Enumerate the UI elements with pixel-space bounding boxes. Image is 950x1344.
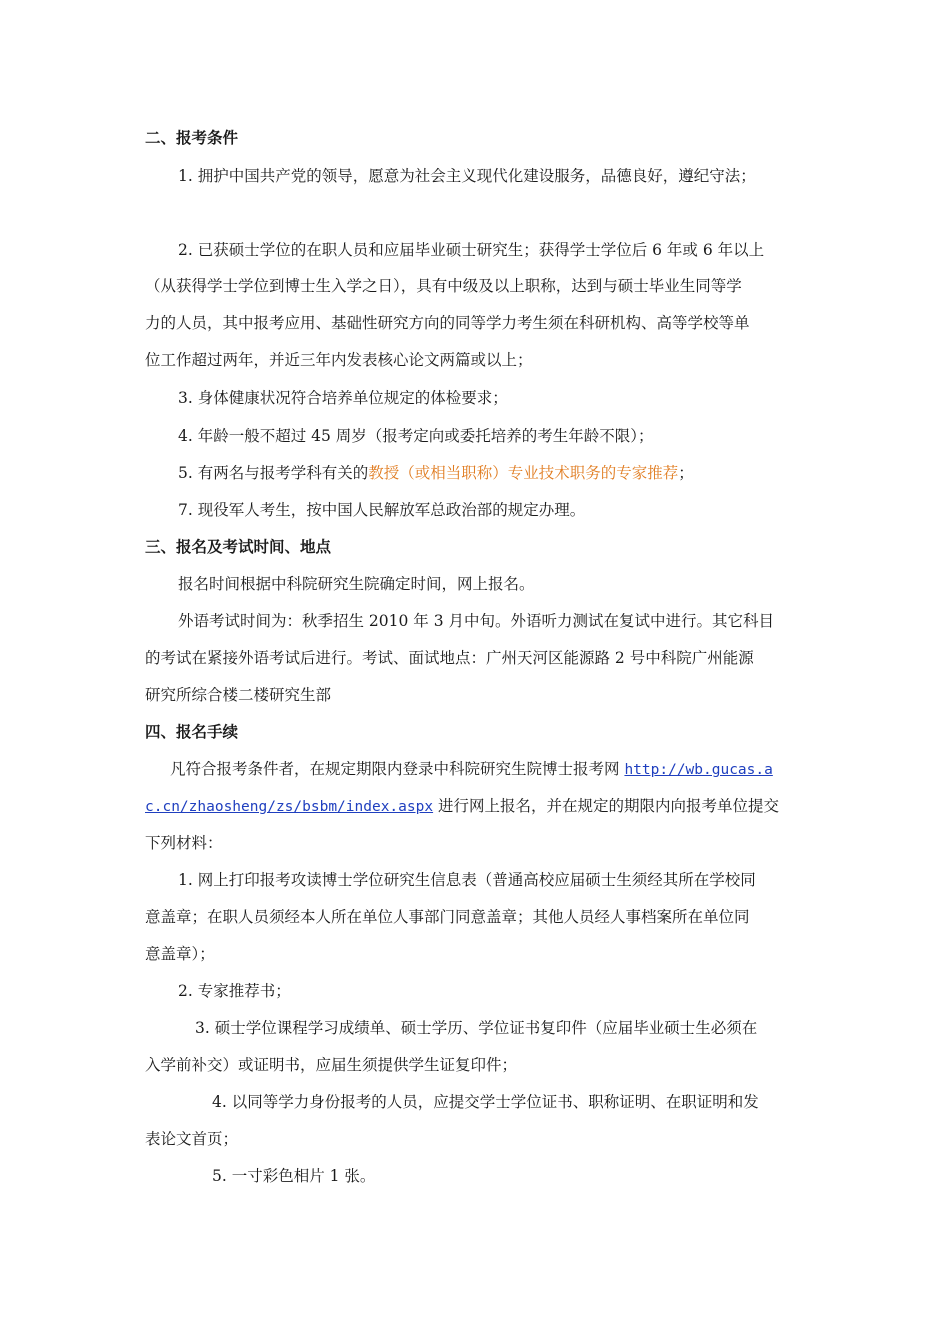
procedures-intro-line-1 <box>170 751 773 788</box>
expert-recommendation-highlight: 教授（或相当职称）专业技术职务的专家推荐 <box>368 464 679 482</box>
material-item-5: 5. 一寸彩色相片 1 张。 <box>212 1167 376 1185</box>
material-item-1-line-1: 1. 网上打印报考攻读博士学位研究生信息表（普通高校应届硕士生须经其所在学校同 <box>178 871 756 889</box>
material-item-1-line-3: 意盖章）； <box>145 945 215 963</box>
material-item-4-line-1: 4. 以同等学力身份报考的人员，应提交学士学位证书、职称证明、在职证明和发 <box>212 1093 759 1111</box>
requirement-item-7: 7. 现役军人考生，按中国人民解放军总政治部的规定办理。 <box>178 501 586 519</box>
material-item-3-line-2: 入学前补交）或证明书，应届生须提供学生证复印件； <box>145 1056 518 1074</box>
requirement-item-1: 1. 拥护中国共产党的领导，愿意为社会主义现代化建设服务，品德良好，遵纪守法； <box>178 167 756 185</box>
section-heading-requirements: 二、报考条件 <box>145 129 239 147</box>
procedures-intro-continuation: 进行网上报名，并在规定的期限内向报考单位提交 <box>433 797 780 815</box>
requirement-item-2-line-1: 2. 已获硕士学位的在职人员和应届毕业硕士研究生；获得学士学位后 6 年或 6 年以上 <box>178 241 765 259</box>
material-item-2: 2. 专家推荐书； <box>178 982 291 1000</box>
requirement-item-2-line-4: 位工作超过两年，并近三年内发表核心论文两篇或以上； <box>145 351 533 369</box>
procedures-intro-text: 凡符合报考条件者，在规定期限内登录中科院研究生院博士报考网 <box>170 760 625 778</box>
requirement-item-5 <box>178 455 694 491</box>
section-heading-procedures: 四、报名手续 <box>145 723 239 741</box>
procedures-intro-line-2 <box>145 788 779 825</box>
material-item-3-line-1: 3. 硕士学位课程学习成绩单、硕士学历、学位证书复印件（应届毕业硕士生必须在 <box>195 1019 758 1037</box>
requirement-item-5-prefix: 5. 有两名与报考学科有关的 <box>178 464 369 482</box>
material-item-1-line-2: 意盖章；在职人员须经本人所在单位人事部门同意盖章；其他人员经人事档案所在单位同 <box>145 908 750 926</box>
requirement-item-2-line-2: （从获得学士学位到博士生入学之日），具有中级及以上职称，达到与硕士毕业生同等学 <box>145 277 742 295</box>
material-item-4-line-2: 表论文首页； <box>145 1130 239 1148</box>
section-heading-time-place: 三、报名及考试时间、地点 <box>145 538 332 556</box>
requirement-item-5-suffix: ； <box>678 464 694 482</box>
exam-time-line-3: 研究所综合楼二楼研究生部 <box>145 686 332 704</box>
registration-link-part-1[interactable]: http://wb.gucas.a <box>624 762 773 778</box>
requirement-item-3: 3. 身体健康状况符合培养单位规定的体检要求； <box>178 389 508 407</box>
requirement-item-4: 4. 年龄一般不超过 45 周岁（报考定向或委托培养的考生年龄不限）； <box>178 427 654 445</box>
requirement-item-2-line-3: 力的人员，其中报考应用、基础性研究方向的同等学力考生须在科研机构、高等学校等单 <box>145 314 750 332</box>
exam-time-line-2: 的考试在紧接外语考试后进行。考试、面试地点：广州天河区能源路 2 号中科院广州能源 <box>145 649 754 667</box>
exam-time-line-1: 外语考试时间为：秋季招生 2010 年 3 月中旬。外语听力测试在复试中进行。其它科目 <box>178 612 775 630</box>
registration-time-paragraph: 报名时间根据中科院研究生院确定时间，网上报名。 <box>178 575 535 593</box>
procedures-intro-line-3: 下列材料： <box>145 834 223 852</box>
registration-link-part-2[interactable]: c.cn/zhaosheng/zs/bsbm/index.aspx <box>145 799 434 815</box>
